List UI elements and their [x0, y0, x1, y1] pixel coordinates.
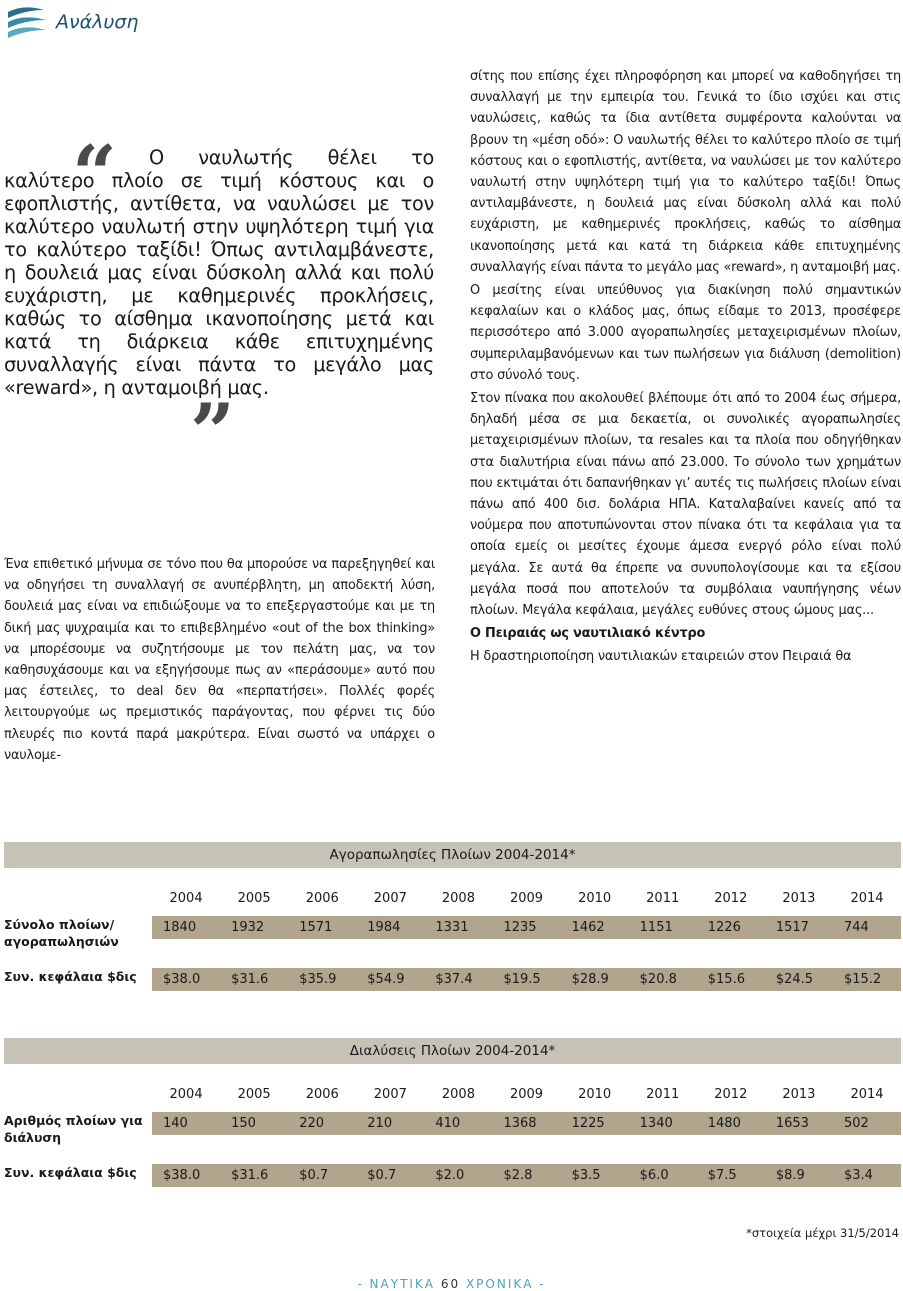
table-cell: $3.5	[571, 1168, 601, 1183]
table-cell: $38.0	[163, 972, 201, 987]
table-cell: 1480	[707, 1116, 741, 1131]
row-values	[152, 1164, 901, 1187]
table-cell: 410	[435, 1116, 461, 1131]
table-cell: 1840	[163, 920, 197, 935]
row-values	[152, 916, 901, 939]
table-cell: 1331	[435, 920, 469, 935]
open-quote-icon: “	[72, 129, 117, 220]
table-cell: 1226	[707, 920, 741, 935]
table-cell: $8.9	[775, 1168, 805, 1183]
year-cell: 2012	[714, 890, 748, 906]
table-cell: 140	[163, 1116, 188, 1131]
year-cell: 2004	[169, 1086, 203, 1102]
subheading: Ο Πειραιάς ως ναυτιλιακό κέντρο	[470, 626, 706, 642]
year-cell: 2012	[714, 1086, 748, 1102]
year-cell: 2008	[441, 1086, 475, 1102]
paragraph: Ο μεσίτης είναι υπεύθυνος για διακίνηση πολύ σημαντικών κεφαλαίων και ο κλάδος μας, όπως είδαμε το 2013, προσέφερε περισσότερο από 3.000 αγοραπωλησίες μεταχειρισμένων πλοίων, συμπεριλαμβανόμενων και των πωλήσεων για διάλυση (demolition) στο σύνολό τους.	[470, 283, 901, 383]
row-label: Συν. κεφάλαια $δις	[4, 1165, 137, 1180]
table-cell: 1932	[231, 920, 265, 935]
row-label: Συν. κεφάλαια $δις	[4, 969, 137, 984]
table-cell: $24.5	[775, 972, 814, 987]
demolition-table	[4, 1038, 901, 1210]
table-cell: $2.0	[435, 1168, 465, 1183]
year-cell: 2009	[509, 1086, 544, 1102]
year-cell: 2010	[578, 1086, 612, 1102]
table-cell: $6.0	[639, 1168, 669, 1183]
row-label: Σύνολο πλοίων/ αγοραπωλησιών	[4, 917, 119, 949]
table-cell: 1653	[775, 1116, 809, 1131]
table-cell: 1235	[503, 920, 537, 935]
year-cell: 2006	[305, 1086, 339, 1102]
row-values	[152, 968, 901, 991]
year-cell: 2011	[646, 1086, 680, 1102]
table-cell: 220	[299, 1116, 325, 1131]
pull-quote: Ο ναυλωτής θέλει το καλύτερο πλοίο σε τιμή κόστους και ο εφοπλιστής, αντίθετα, να ναυλώσει με τον καλύτερο ναυλωτή στην υψηλότερη τιμή για το καλύτερο ταξίδι! Όπως αντιλαμβάνεστε, η δουλειά μας είναι δύσκολη αλλά και πολύ ευχάριστη, με καθημερινές προκλήσεις, καθώς το αίσθημα ικανοποίησης μετά και κατά τη διάρκεια κάθε επιτυχημένης συναλλαγής είναι πάντα το μεγάλο μας «reward», η ανταμοιβή μας.	[4, 146, 434, 399]
year-cell: 2007	[373, 1086, 407, 1102]
table-cell: $54.9	[367, 972, 405, 987]
year-cell: 2010	[578, 890, 612, 906]
row-label: Αριθμός πλοίων για διάλυση	[4, 1113, 143, 1145]
table-cell: $19.5	[503, 972, 541, 987]
wave-logo-icon	[4, 2, 50, 46]
table-cell: 744	[843, 920, 869, 935]
table-title: Αγοραπωλησίες Πλοίων 2004-2014*	[4, 842, 901, 868]
year-cell: 2005	[237, 1086, 271, 1102]
table-cell: 1225	[571, 1116, 605, 1131]
table-cell: 1571	[299, 920, 333, 935]
table-cell: $28.9	[571, 972, 609, 987]
paragraph: Η δραστηριοποίηση ναυτιλιακών εταιρειών στον Πειραιά θα	[470, 649, 852, 665]
sales-table	[4, 842, 901, 1014]
table-cell: $20.8	[639, 972, 677, 987]
table-cell: $2.8	[503, 1168, 533, 1183]
section-title: Ανάλυση	[56, 11, 139, 33]
close-quote-icon: ”	[190, 387, 235, 478]
table-cell: $38.0	[163, 1168, 201, 1183]
year-header-row	[152, 886, 901, 910]
table-cell: $0.7	[367, 1168, 397, 1183]
year-cell: 2005	[237, 890, 271, 906]
table-cell: 1340	[639, 1116, 673, 1131]
table-row	[4, 1164, 901, 1210]
paragraph: Στον πίνακα που ακολουθεί βλέπουμε ότι από το 2004 έως σήμερα, δηλαδή μέσα σε μια δεκαετία, οι συνολικές αγοραπωλησίες μεταχειρισμένων πλοίων, τα resales και τα πλοία που οδηγήθηκαν στα διαλυτήρια είναι πάνω από 23.000. Το σύνολο των χρημάτων που εκτιμάται ότι δαπανήθηκαν γι’ αυτές τις πωλήσεις πλοίων είναι πάνω από 400 δισ. δολάρια ΗΠΑ. Καταλαβαίνει κανείς από τα νούμερα που αποτυπώνονται στον πίνακα ότι τα κεφάλαια για τα οποία εμείς οι μεσίτες έχουμε άμεσα ενεργό ρόλο είναι πολύ μεγάλα. Σε αυτά θα έπρεπε να συνυπολογίσουμε και τα εξίσου μεγάλα ποσά που αποτελούν τα συμβόλαια ναυπήγησης νέων πλοίων. Μεγάλα κεφάλαια, μεγάλες ευθύνες στους ώμους μας...	[470, 391, 901, 619]
table-title: Διαλύσεις Πλοίων 2004-2014*	[4, 1038, 901, 1064]
table-cell: $31.6	[231, 972, 269, 987]
year-cell: 2007	[373, 890, 407, 906]
table-cell: 1368	[503, 1116, 537, 1131]
table-cell: $3.4	[843, 1168, 873, 1183]
table-cell: 1984	[367, 920, 401, 935]
table-row	[4, 916, 901, 962]
paragraph: Ένα επιθετικό μήνυμα σε τόνο που θα μπορούσε να παρεξηγηθεί και να οδηγήσει τη συναλλαγή σε ανυπέρβλητη, μη αποδεκτή λύση, δουλειά μας είναι να επιδιώξουμε να το επεξεργαστούμε και με τη δική μας ψυχραιμία και το επιβεβλημένο «out of the box thinking» να μπορέσουμε να συζητήσουμε με τον πελάτη μας, να τον καθησυχάσουμε και να εξηγήσουμε πως αν «περάσουμε» αυτό που μας έστειλες, το deal δεν θα «περπατήσει». Πολλές φορές λειτουργούμε ως πρεμιστικός παράγοντας, που φέρνει τις δύο πλευρές πιο κοντά παρά μακρύτερα. Είναι σωστό να υπάρχει ο ναυλομε-	[4, 557, 435, 763]
row-values	[152, 1112, 901, 1135]
table-cell: $35.9	[299, 972, 337, 987]
right-column	[470, 66, 901, 668]
left-column	[4, 554, 435, 766]
table-cell: $15.6	[707, 972, 745, 987]
year-cell: 2014	[850, 890, 884, 906]
table-cell: $31.6	[231, 1168, 269, 1183]
page-footer	[0, 1277, 903, 1291]
year-cell: 2004	[169, 890, 203, 906]
table-cell: $37.4	[435, 972, 473, 987]
year-cell: 2013	[782, 890, 816, 906]
year-header-row	[152, 1082, 901, 1106]
table-cell: 1462	[571, 920, 605, 935]
table-cell: $7.5	[707, 1168, 737, 1183]
footer-right: ΧΡΟΝΙΚΑ -	[465, 1277, 546, 1291]
table-footnote: *στοιχεία μέχρι 31/5/2014	[746, 1226, 899, 1240]
section-header	[4, 2, 138, 46]
paragraph: σίτης που επίσης έχει πληροφόρηση και μπορεί να καθοδηγήσει τη συναλλαγή με την εμπειρία του. Γενικά το ίδιο ισχύει και στις ναυλώσεις, καθώς τα ίδια αντίθετα συμφέροντα καλούνται να βρουν τη «μέση οδό»: Ο ναυλωτής θέλει το καλύτερο πλοίο σε τιμή κόστους και ο εφοπλιστής, αντίθετα, να ναυλώσει με τον καλύτερο ναυλωτή στην υψηλότερη τιμή για το καλύτερο ταξίδι! Όπως αντιλαμβάνεστε, η δουλειά μας είναι δύσκολη αλλά και πολύ ευχάριστη, με καθημερινές προκλήσεις, καθώς το αίσθημα ικανοποίησης μετά και κατά τη διάρκεια κάθε επιτυχημένης συναλλαγής είναι πάντα το μεγάλο μας «reward», η ανταμοιβή μας.	[470, 69, 901, 275]
year-cell: 2014	[850, 1086, 884, 1102]
table-cell: $0.7	[299, 1168, 329, 1183]
table-row	[4, 968, 901, 1014]
year-cell: 2008	[441, 890, 475, 906]
table-cell: 150	[231, 1116, 256, 1131]
year-cell: 2006	[305, 890, 339, 906]
year-cell: 2011	[646, 890, 680, 906]
table-cell: 502	[843, 1116, 869, 1131]
table-cell: 210	[367, 1116, 393, 1131]
table-row	[4, 1112, 901, 1158]
table-cell: 1517	[775, 920, 809, 935]
page-number: 60	[440, 1277, 461, 1291]
footer-left: - ΝΑΥΤΙΚΑ	[357, 1277, 436, 1291]
table-cell: 1151	[639, 920, 673, 935]
table-cell: $15.2	[843, 972, 882, 987]
year-cell: 2013	[782, 1086, 816, 1102]
year-cell: 2009	[509, 890, 544, 906]
